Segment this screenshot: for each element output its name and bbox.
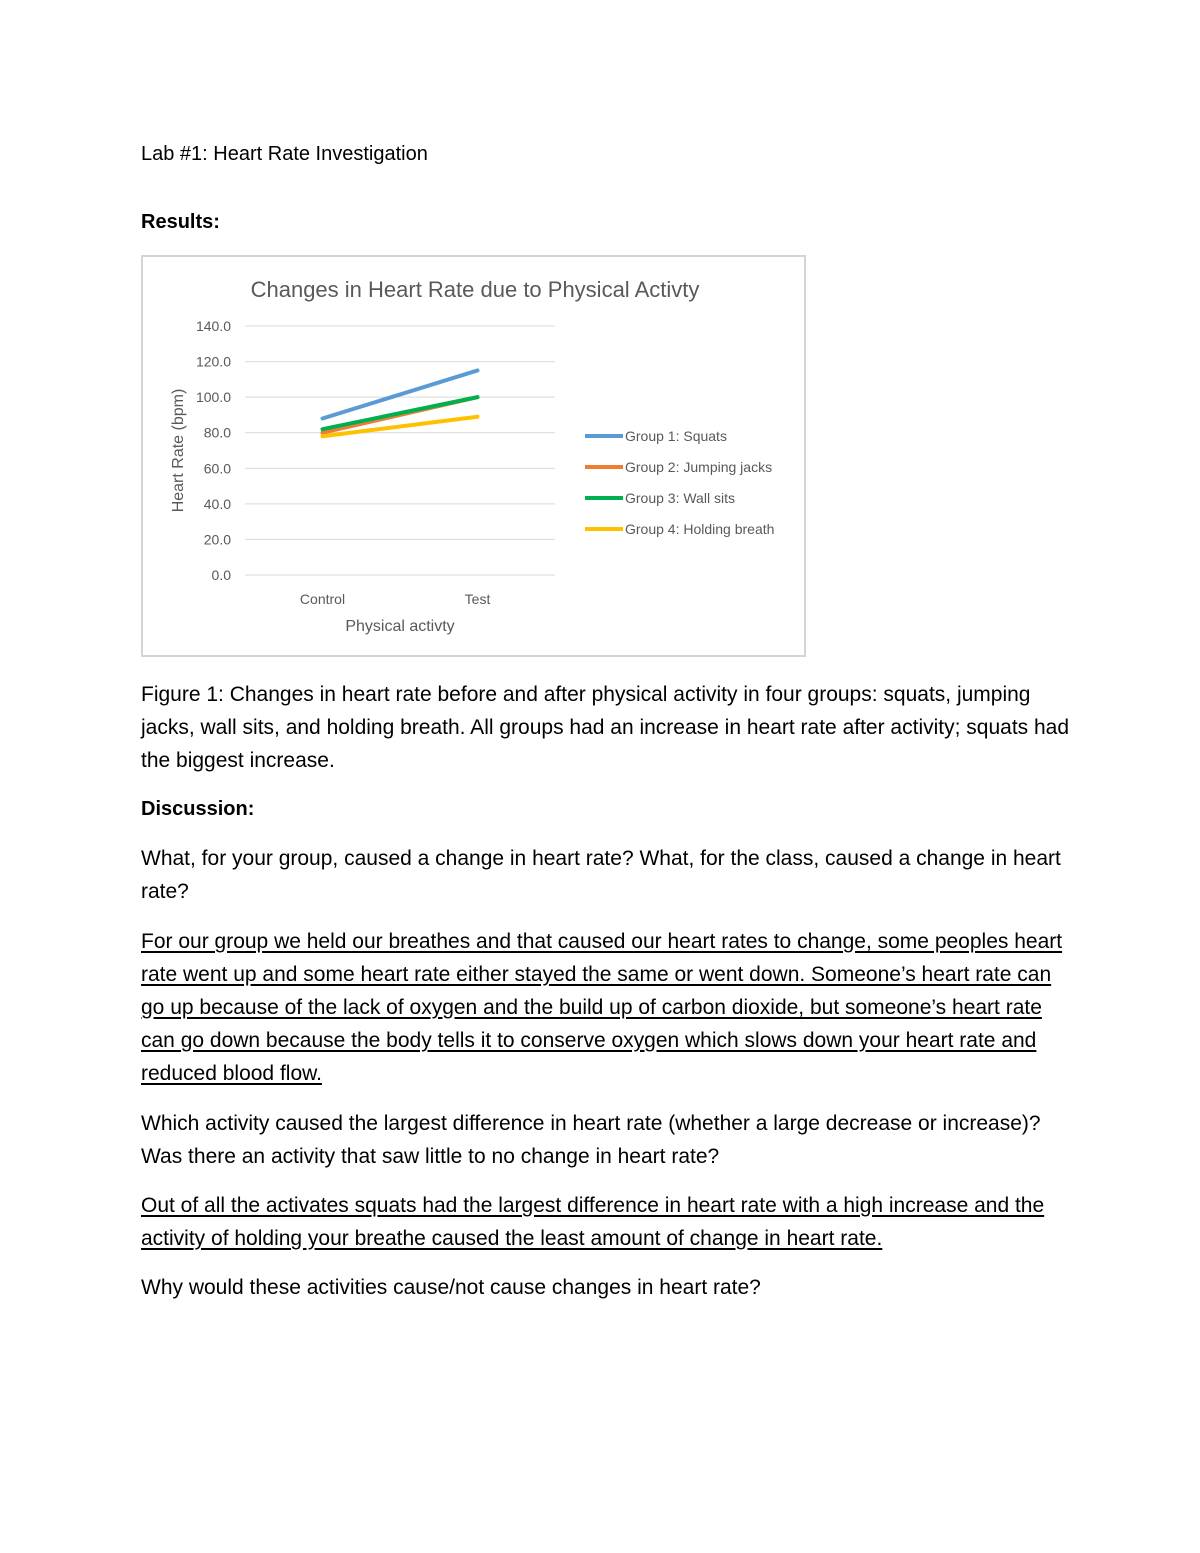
- question-3: Why would these activities cause/not cause changes in heart rate?: [141, 1276, 761, 1299]
- y-tick-label: 60.0: [203, 460, 231, 477]
- x-tick-label: Control: [299, 591, 346, 607]
- legend-label: Group 3: Wall sits: [625, 490, 735, 506]
- legend-label: Group 4: Holding breath: [625, 521, 775, 537]
- y-tick-label: 100.0: [195, 389, 231, 406]
- y-tick-label: 80.0: [203, 424, 231, 441]
- discussion-heading: Discussion:: [141, 798, 255, 820]
- y-axis-label: Heart Rate (bpm): [170, 388, 187, 513]
- y-tick-label: 140.0: [195, 318, 231, 334]
- chart-title: Changes in Heart Rate due to Physical Activty: [250, 277, 700, 302]
- chart-svg: [143, 257, 808, 659]
- question-2: Which activity caused the largest difference in heart rate (whether a large decrease or increase)? Was there an activity that saw little to no change in heart rate?: [141, 1112, 1041, 1168]
- results-heading: Results:: [141, 211, 220, 233]
- question-1: What, for your group, caused a change in heart rate? What, for the class, caused a change in heart rate?: [141, 847, 1061, 903]
- x-tick-label: Test: [464, 591, 491, 607]
- y-tick-label: 120.0: [195, 353, 231, 370]
- y-tick-label: 40.0: [203, 495, 231, 512]
- doc-title: Lab #1: Heart Rate Investigation: [141, 143, 428, 165]
- figure-caption: Figure 1: Changes in heart rate before and after physical activity in four groups: squats, jumping jacks, wall sits, and holding breath. All groups had an increase in heart rate after activity; squats had the biggest increase.: [141, 683, 1070, 772]
- x-axis-label: Physical activty: [345, 618, 455, 635]
- y-tick-label: 20.0: [203, 531, 231, 548]
- line-chart: [141, 255, 806, 657]
- y-tick-label: 0.0: [211, 567, 231, 583]
- answer-2: Out of all the activates squats had the largest difference in heart rate with a high increase and the activity of holding your breathe caused the least amount of change in heart rate.: [141, 1194, 1045, 1250]
- legend-label: Group 2: Jumping jacks: [625, 459, 773, 475]
- legend-label: Group 1: Squats: [625, 428, 727, 444]
- answer-1: For our group we held our breathes and that caused our heart rates to change, some peoples heart rate went up and some heart rate either stayed the same or went down. Someone’s heart rate can go up because of the lack of oxygen and the build up of carbon dioxide, but someone’s heart rate can go down because the body tells it to conserve oxygen which slows down your heart rate and reduced blood flow.: [141, 930, 1063, 1085]
